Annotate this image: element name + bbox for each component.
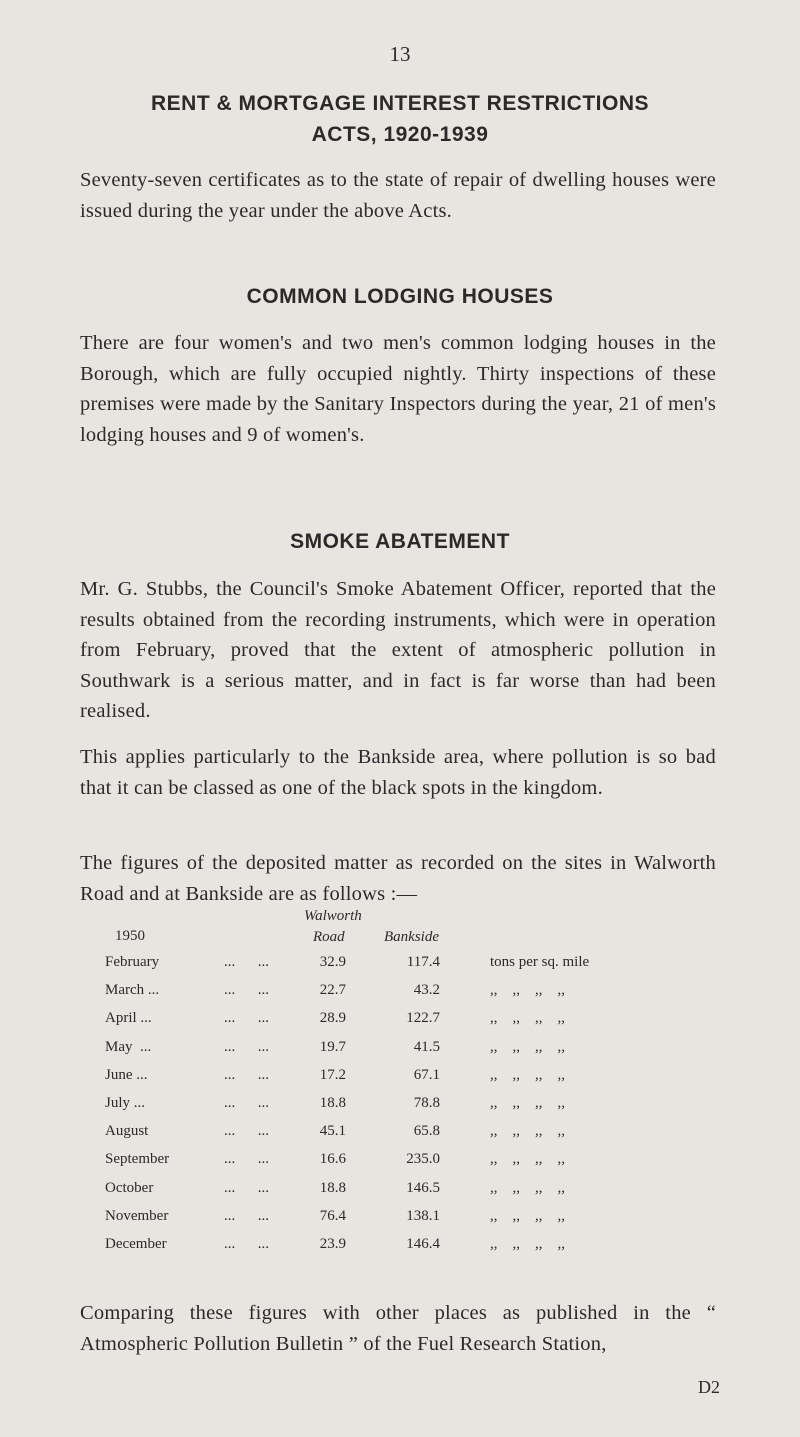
bankside-value: 41.5: [413, 1038, 440, 1055]
smoke-paragraph-1: Mr. G. Stubbs, the Council's Smoke Abatement Officer, reported that the results obtained from the recording instruments, which were in operation from February, proved that the extent of atmospheric pollution in Southwark is a serious matter, and in fact is far worse than had been realised.: [80, 578, 716, 722]
table-header-year: 1950: [115, 928, 145, 944]
leader-dots: ... ...: [224, 1010, 269, 1027]
bankside-value: 78.8: [413, 1095, 440, 1111]
table-row: [0, 954, 800, 978]
walworth-value: 45.1: [319, 1123, 346, 1140]
table-row: [0, 1067, 800, 1091]
bankside-value: 235.0: [406, 1151, 440, 1168]
month-cell: September: [105, 1151, 170, 1168]
leader-dots: ... ...: [224, 1207, 269, 1224]
month-cell: December: [105, 1236, 167, 1252]
bankside-value: 117.4: [406, 954, 440, 970]
table-row: [0, 1151, 800, 1175]
table-row: [0, 1123, 800, 1147]
unit-label: ,, ,, ,, ,,: [490, 1151, 565, 1168]
month-cell: June ...: [105, 1066, 148, 1083]
month-cell: July ...: [105, 1095, 146, 1111]
month-cell: February: [105, 954, 160, 970]
leader-dots: ... ...: [224, 1236, 269, 1252]
bankside-value: 65.8: [413, 1123, 440, 1140]
walworth-value: 16.6: [319, 1151, 346, 1168]
bankside-value: 122.7: [406, 1010, 440, 1027]
rent-paragraph: Seventy-seven certificates as to the state of repair of dwelling houses were issued during the year under the above Acts.: [80, 169, 716, 222]
month-cell: November: [105, 1207, 169, 1224]
table-header-walworth-line1: Walworth: [304, 908, 362, 924]
unit-label: tons per sq. mile: [490, 954, 590, 970]
walworth-value: 23.9: [319, 1236, 346, 1252]
leader-dots: ... ...: [224, 982, 269, 999]
unit-label: ,, ,, ,, ,,: [490, 982, 565, 999]
page-number: 13: [389, 42, 411, 66]
table-row: [0, 1010, 800, 1034]
table-row: [0, 1180, 800, 1204]
unit-label: ,, ,, ,, ,,: [490, 1010, 565, 1027]
lodging-paragraph: There are four women's and two men's common lodging houses in the Borough, which are fully occupied nightly. Thirty inspections of these premises were made by the Sanitary Inspectors during the year, 21 of men's lodging houses and 9 of women's.: [80, 332, 716, 446]
footer-signature-mark: D2: [698, 1377, 720, 1397]
month-cell: April ...: [105, 1010, 152, 1027]
table-header-bankside: Bankside: [384, 929, 439, 945]
walworth-value: 19.7: [319, 1038, 346, 1055]
leader-dots: ... ...: [224, 1066, 269, 1083]
leader-dots: ... ...: [224, 1038, 269, 1055]
smoke-heading: SMOKE ABATEMENT: [290, 530, 510, 553]
bankside-value: 43.2: [413, 982, 440, 999]
bankside-value: 67.1: [413, 1066, 440, 1083]
month-cell: October: [105, 1179, 154, 1196]
rent-heading: [80, 88, 720, 150]
walworth-value: 18.8: [319, 1095, 346, 1111]
unit-label: ,, ,, ,, ,,: [490, 1236, 565, 1252]
leader-dots: ... ...: [224, 1123, 269, 1140]
walworth-value: 28.9: [319, 1010, 346, 1027]
table-row: [0, 1095, 800, 1119]
rent-heading-line2: ACTS, 1920-1939: [311, 123, 489, 146]
walworth-value: 18.8: [319, 1179, 346, 1196]
bankside-value: 146.5: [406, 1179, 440, 1196]
leader-dots: ... ...: [224, 1151, 269, 1168]
leader-dots: ... ...: [224, 1095, 269, 1111]
month-cell: August: [105, 1123, 149, 1140]
bankside-value: 146.4: [406, 1236, 440, 1252]
walworth-value: 17.2: [319, 1066, 346, 1083]
unit-label: ,, ,, ,, ,,: [490, 1066, 565, 1083]
unit-label: ,, ,, ,, ,,: [490, 1123, 565, 1140]
closing-paragraph: Comparing these figures with other places as published in the “ Atmospheric Pollution Bulletin ” of the Fuel Research Station,: [80, 1302, 716, 1355]
table-row: [0, 1236, 800, 1260]
month-cell: May ...: [105, 1038, 152, 1055]
unit-label: ,, ,, ,, ,,: [490, 1038, 565, 1055]
unit-label: ,, ,, ,, ,,: [490, 1207, 565, 1224]
walworth-value: 22.7: [319, 982, 346, 999]
leader-dots: ... ...: [224, 954, 269, 970]
bankside-value: 138.1: [406, 1207, 440, 1224]
table-header-walworth-line2: Road: [313, 929, 345, 945]
walworth-value: 32.9: [319, 954, 346, 970]
table-row: [0, 982, 800, 1006]
table-row: [0, 1208, 800, 1232]
rent-heading-line1: RENT & MORTGAGE INTEREST RESTRICTIONS: [150, 92, 649, 115]
lodging-heading: COMMON LODGING HOUSES: [246, 285, 554, 308]
smoke-paragraph-3: The figures of the deposited matter as recorded on the sites in Walworth Road and at Bankside are as follows :—: [80, 852, 716, 905]
unit-label: ,, ,, ,, ,,: [490, 1179, 565, 1196]
unit-label: ,, ,, ,, ,,: [490, 1095, 565, 1111]
table-row: [0, 1039, 800, 1063]
walworth-value: 76.4: [319, 1207, 346, 1224]
smoke-paragraph-2: This applies particularly to the Bankside area, where pollution is so bad that it can be classed as one of the black spots in the kingdom.: [80, 746, 716, 799]
month-cell: March ...: [105, 982, 160, 999]
leader-dots: ... ...: [224, 1179, 269, 1196]
